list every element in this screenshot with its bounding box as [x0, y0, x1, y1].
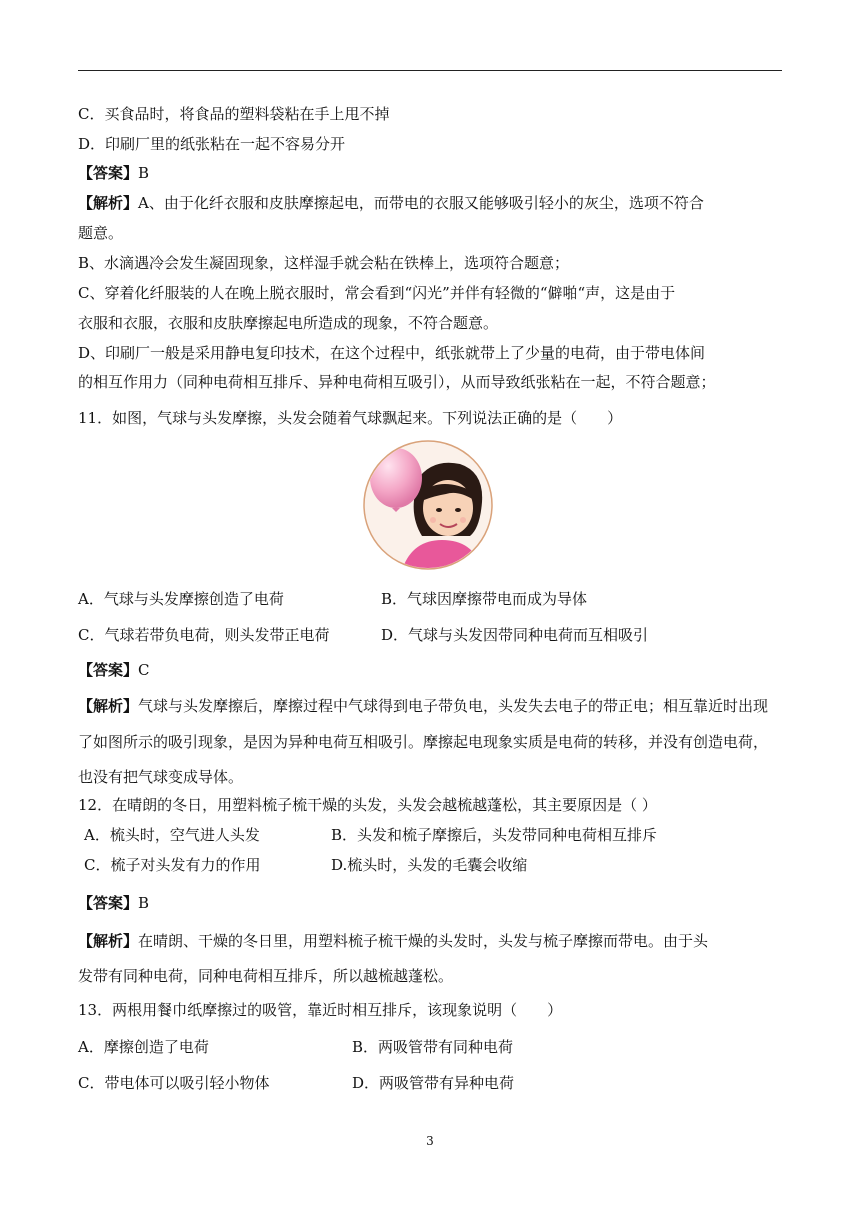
answer-tag: 【答案】	[78, 661, 139, 679]
q13-option-b: B．两吸管带有同种电荷	[352, 1038, 514, 1056]
q13-stem: 13．两根用餐巾纸摩擦过的吸管，靠近时相互排斥，该现象说明（ ）	[78, 1001, 563, 1019]
prev-analysis-d-cont: 的相互作用力（同种电荷相互排斥、异种电荷相互吸引），从而导致纸张粘在一起，不符合题意；	[78, 373, 716, 391]
analysis-text: A、由于化纤衣服和皮肤摩擦起电，而带电的衣服又能够吸引轻小的灰尘，选项不符合	[138, 194, 704, 212]
prev-analysis-a	[78, 193, 704, 213]
q12-option-d: D.梳头时，头发的毛囊会收缩	[331, 856, 528, 874]
analysis-text: 在晴朗、干燥的冬日里，用塑料梳子梳干燥的头发时，头发与梳子摩擦而带电。由于头	[138, 932, 709, 950]
answer-value: C	[138, 661, 150, 679]
analysis-text: 气球与头发摩擦后，摩擦过程中气球得到电子带负电，头发失去电子的带正电；相互靠近时出现	[138, 697, 769, 715]
prev-analysis-a-cont: 题意。	[78, 224, 124, 242]
q11-stem: 11．如图，气球与头发摩擦，头发会随着气球飘起来。下列说法正确的是（ ）	[78, 409, 623, 427]
analysis-tag: 【解析】	[78, 697, 139, 715]
q12-option-a: A．梳头时，空气进人头发	[84, 826, 260, 844]
analysis-tag: 【解析】	[78, 932, 139, 950]
q11-option-a: A．气球与头发摩擦创造了电荷	[78, 590, 284, 608]
prev-analysis-b: B、水滴遇冷会发生凝固现象，这样湿手就会粘在铁棒上，选项符合题意；	[78, 254, 570, 272]
header-rule	[78, 70, 782, 71]
q12-answer	[78, 893, 149, 913]
prev-option-c: C．买食品时，将食品的塑料袋粘在手上甩不掉	[78, 105, 390, 123]
q11-answer	[78, 660, 150, 680]
q12-option-b: B．头发和梳子摩擦后，头发带同种电荷相互排斥	[331, 826, 658, 844]
q11-analysis	[78, 696, 768, 716]
q12-analysis-cont: 发带有同种电荷，同种电荷相互排斥，所以越梳越蓬松。	[78, 967, 454, 985]
q11-analysis-cont2: 也没有把气球变成导体。	[78, 768, 244, 786]
balloon-hair-figure	[362, 440, 494, 570]
q11-option-d: D．气球与头发因带同种电荷而互相吸引	[381, 626, 649, 644]
answer-value: B	[138, 164, 150, 182]
prev-analysis-c-cont: 衣服和衣服，衣服和皮肤摩擦起电所造成的现象，不符合题意。	[78, 314, 499, 332]
answer-tag: 【答案】	[78, 894, 139, 912]
prev-analysis-d: D、印刷厂一般是采用静电复印技术，在这个过程中，纸张就带上了少量的电荷，由于带电体间	[78, 344, 706, 362]
q13-option-d: D．两吸管带有异种电荷	[352, 1074, 515, 1092]
page-number: 3	[426, 1134, 434, 1148]
q13-option-a: A．摩擦创造了电荷	[78, 1038, 209, 1056]
q12-analysis	[78, 931, 708, 951]
q12-stem: 12．在晴朗的冬日，用塑料梳子梳干燥的头发，头发会越梳越蓬松，其主要原因是（ ）	[78, 796, 657, 814]
analysis-tag: 【解析】	[78, 194, 139, 212]
q11-option-b: B．气球因摩擦带电而成为导体	[381, 590, 588, 608]
prev-answer	[78, 163, 149, 183]
q13-option-c: C．带电体可以吸引轻小物体	[78, 1074, 270, 1092]
q11-option-c: C．气球若带负电荷，则头发带正电荷	[78, 626, 330, 644]
prev-option-d: D．印刷厂里的纸张粘在一起不容易分开	[78, 135, 346, 153]
answer-tag: 【答案】	[78, 164, 139, 182]
answer-value: B	[138, 894, 150, 912]
prev-analysis-c: C、穿着化纤服装的人在晚上脱衣服时，常会看到“闪光”并伴有轻微的“僻啪“声，这是由于	[78, 284, 676, 302]
q12-option-c: C．梳子对头发有力的作用	[84, 856, 261, 874]
q11-analysis-cont: 了如图所示的吸引现象，是因为异种电荷互相吸引。摩擦起电现象实质是电荷的转移，并没有创造电荷，	[78, 733, 769, 751]
